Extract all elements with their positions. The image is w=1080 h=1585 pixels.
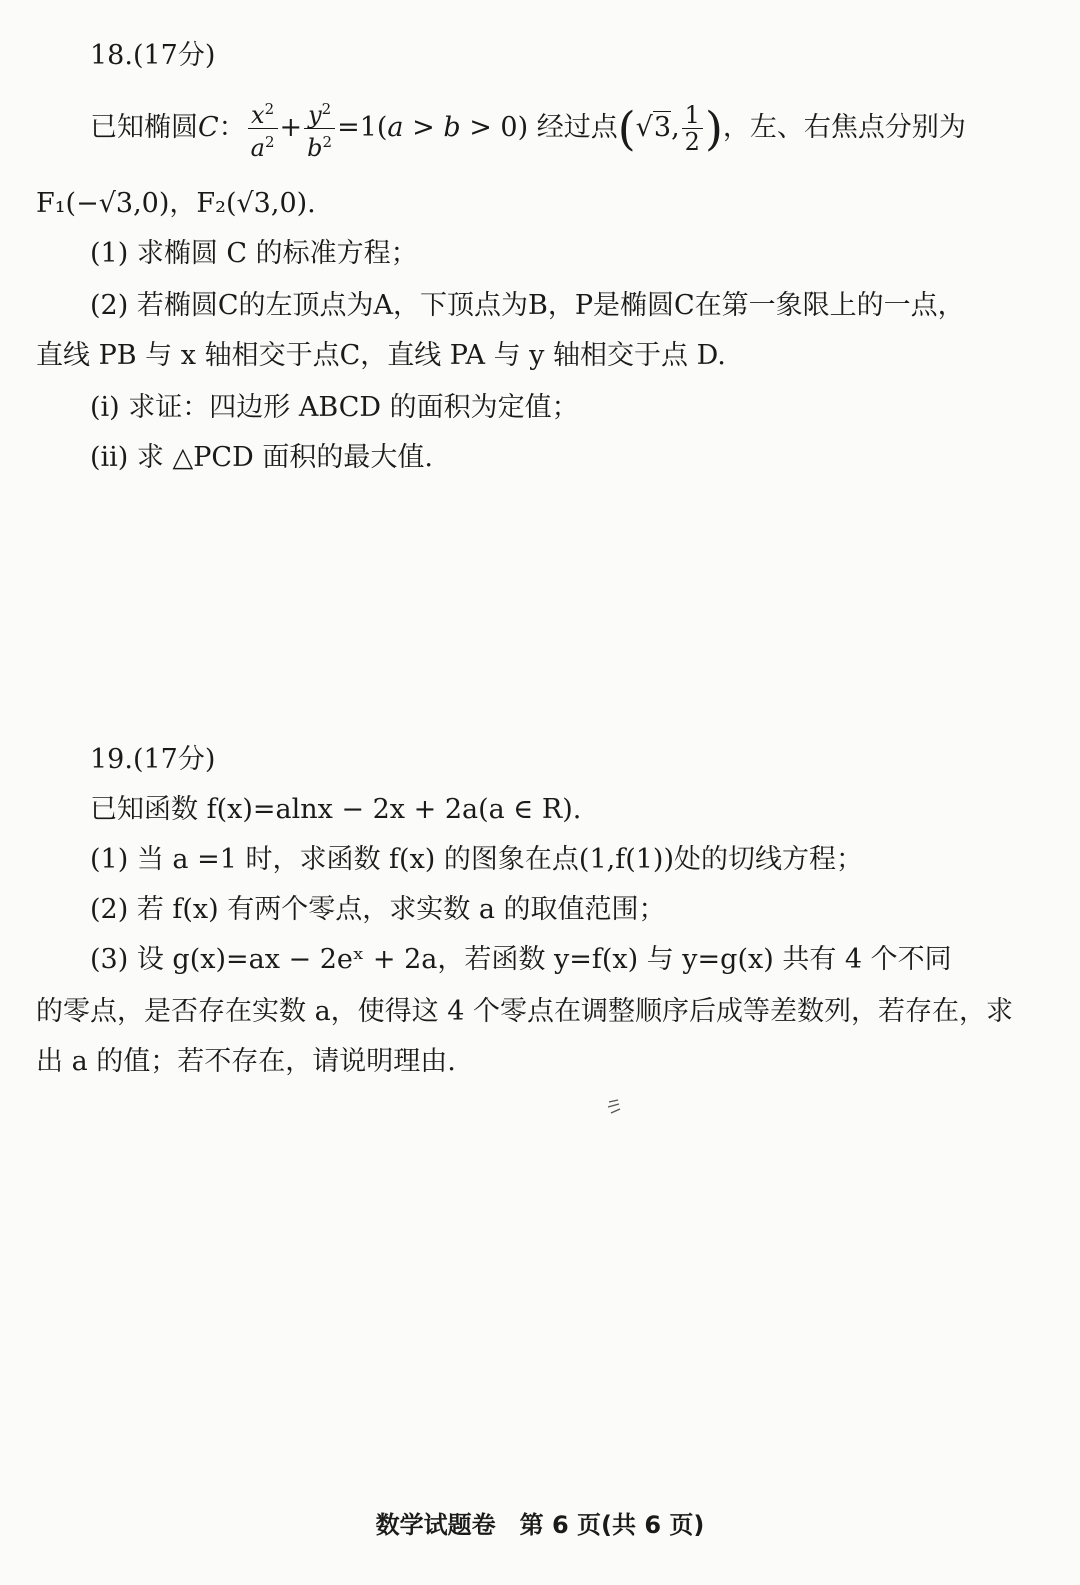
q19-part1: (1) 当 a =1 时，求函数 f(x) 的图象在点(1,f(1))处的切线方程； <box>90 844 863 875</box>
q18-part1: (1) 求椭圆 C 的标准方程； <box>90 238 418 269</box>
q18-part2-line1: (2) 若椭圆C的左顶点为A，下顶点为B，P是椭圆C在第一象限上的一点， <box>90 290 965 321</box>
q18-part2-ii: (ii) 求 △PCD 面积的最大值. <box>90 442 433 473</box>
frac-y2-b2: $\frac{y^2}{b^2}$ <box>304 96 335 161</box>
q19-part3-line2: 的零点，是否存在实数 a，使得这 4 个零点在调整顺序后成等差数列，若存在，求 <box>36 996 1014 1027</box>
q18-stem-tail: ，左、右焦点分别为 <box>722 112 966 143</box>
q18-header: 18.(17分) <box>90 40 216 71</box>
q18-part2-line2: 直线 PB 与 x 轴相交于点C，直线 PA 与 y 轴相交于点 D. <box>36 340 726 371</box>
q18-stem-pre: 已知椭圆 <box>90 112 198 143</box>
q19-part3-line3: 出 a 的值；若不存在，请说明理由. <box>36 1046 456 1077</box>
q18-part2-i: (i) 求证：四边形 ABCD 的面积为定值； <box>90 392 579 423</box>
page-footer: 数学试题卷 第 6 页(共 6 页) <box>375 1511 705 1539</box>
q19-part2: (2) 若 f(x) 有两个零点，求实数 a 的取值范围； <box>90 894 666 925</box>
frac-1-2: $\frac{1}{2}$ <box>682 102 703 155</box>
q19-part3-line1: (3) 设 g(x)=ax − 2eˣ + 2a，若函数 y=f(x) 与 y=g(x) 共有 4 个不同 <box>90 944 952 975</box>
q18-stem: 已知椭圆C： $\frac{x^2}{a^2}$ + $\frac{y^2}{b^2}$ =1(a > b > 0) 经过点(√3, $\frac{1}{2}$ )，左、右焦点分别为 <box>90 96 966 161</box>
frac-x2-a2: $\frac{x^2}{a^2}$ <box>248 96 278 161</box>
q19-header: 19.(17分) <box>90 744 216 775</box>
q19-stem: 已知函数 f(x)=alnx − 2x + 2a(a ∈ R). <box>90 794 582 825</box>
q18-foci: F₁(−√3,0)，F₂(√3,0). <box>36 188 316 219</box>
pencil-mark <box>606 1098 622 1116</box>
q18-stem-post: 经过点 <box>536 112 618 143</box>
